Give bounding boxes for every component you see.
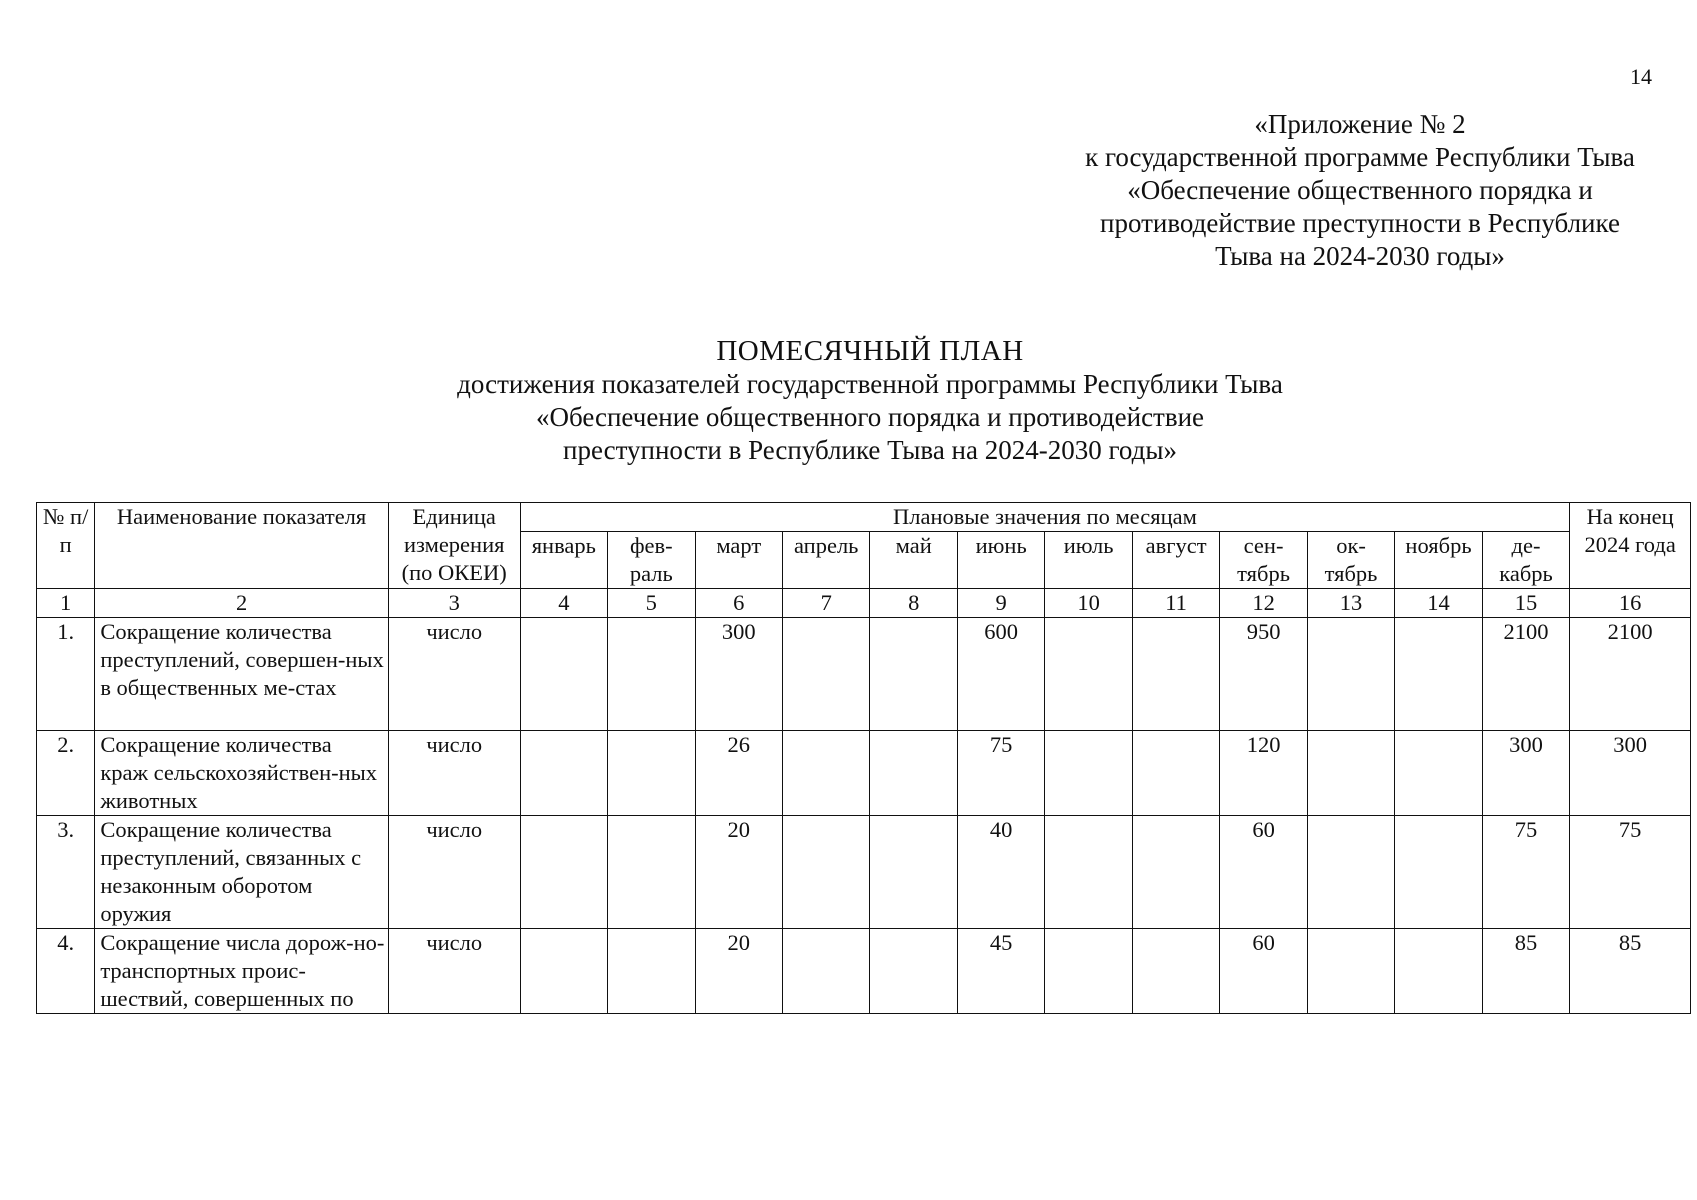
row-value [1132,731,1219,816]
row-value [870,618,957,731]
row-end: 2100 [1570,618,1691,731]
column-number: 12 [1220,589,1307,618]
column-number: 11 [1132,589,1219,618]
row-value [1395,816,1482,929]
row-value [1307,929,1394,1014]
page-number: 14 [1630,64,1652,89]
row-value: 75 [957,731,1044,816]
row-name: Сокращение числа дорож-но-транспортных проис-шествий, совершенных по [95,929,389,1014]
title-line: достижения показателей государственной программы Республики Тыва [457,369,1283,399]
row-end: 300 [1570,731,1691,816]
row-value [1307,618,1394,731]
header-month: июль [1045,532,1132,589]
row-unit: число [388,929,520,1014]
row-value [1132,618,1219,731]
header-month: фев-раль [608,532,695,589]
column-number: 9 [957,589,1044,618]
row-num: 1. [37,618,95,731]
header-month: де-кабрь [1482,532,1570,589]
table-row [37,816,1691,929]
row-value [782,929,869,1014]
row-value: 20 [695,929,782,1014]
row-num: 2. [37,731,95,816]
row-value: 300 [695,618,782,731]
row-name: Сокращение количества краж сельскохозяйствен-ных животных [95,731,389,816]
row-value: 75 [1482,816,1570,929]
appendix-note [1040,108,1680,273]
row-value [870,816,957,929]
column-numbers-row [37,589,1691,618]
row-value [608,816,695,929]
header-unit: Единица измерения (по ОКЕИ) [388,503,520,589]
row-value [1132,929,1219,1014]
column-number: 10 [1045,589,1132,618]
header-row [37,503,1691,532]
row-value: 20 [695,816,782,929]
row-value [1045,929,1132,1014]
row-value [1307,731,1394,816]
header-num: № п/п [37,503,95,589]
column-number: 15 [1482,589,1570,618]
table-row [37,618,1691,731]
header-end: На конец 2024 года [1570,503,1691,589]
row-value [608,618,695,731]
row-value [782,731,869,816]
row-value [608,731,695,816]
row-value [870,929,957,1014]
row-name: Сокращение количества преступлений, связанных с незаконным оборотом оружия [95,816,389,929]
row-value [1045,816,1132,929]
header-month: май [870,532,957,589]
row-value: 60 [1220,929,1307,1014]
header-month: август [1132,532,1219,589]
row-value: 60 [1220,816,1307,929]
monthly-plan-table [36,502,1691,1014]
row-value: 26 [695,731,782,816]
column-number: 5 [608,589,695,618]
row-value: 45 [957,929,1044,1014]
row-value [520,618,607,731]
title-line: преступности в Республике Тыва на 2024-2030 годы» [563,435,1177,465]
row-value [1132,816,1219,929]
column-number: 16 [1570,589,1691,618]
column-number: 4 [520,589,607,618]
row-value: 600 [957,618,1044,731]
appendix-line: Тыва на 2024-2030 годы» [1215,241,1505,271]
row-value: 300 [1482,731,1570,816]
header-month: июнь [957,532,1044,589]
row-value [1045,618,1132,731]
row-value: 40 [957,816,1044,929]
row-value [520,731,607,816]
row-value [520,816,607,929]
row-value [1045,731,1132,816]
header-planned: Плановые значения по месяцам [520,503,1570,532]
row-unit: число [388,618,520,731]
title-main: ПОМЕСЯЧНЫЙ ПЛАН [716,335,1024,367]
header-month: апрель [782,532,869,589]
row-value [782,816,869,929]
header-month: январь [520,532,607,589]
row-value [870,731,957,816]
row-end: 75 [1570,816,1691,929]
header-month: март [695,532,782,589]
appendix-line: к государственной программе Республики Тыва [1085,142,1635,172]
header-month: ноябрь [1395,532,1482,589]
row-value: 85 [1482,929,1570,1014]
column-number: 7 [782,589,869,618]
row-num: 4. [37,929,95,1014]
appendix-line: противодействие преступности в Республике [1100,208,1620,238]
table-row [37,929,1691,1014]
row-value [520,929,607,1014]
header-name: Наименование показателя [95,503,389,589]
table-body [37,503,1691,1014]
row-unit: число [388,816,520,929]
row-value [1395,929,1482,1014]
column-number: 14 [1395,589,1482,618]
header-month: сен-тябрь [1220,532,1307,589]
column-number: 2 [95,589,389,618]
column-number: 8 [870,589,957,618]
document-title [320,335,1420,467]
row-value [1395,731,1482,816]
row-unit: число [388,731,520,816]
header-month: ок-тябрь [1307,532,1394,589]
column-number: 13 [1307,589,1394,618]
row-value [608,929,695,1014]
column-number: 1 [37,589,95,618]
row-value [1395,618,1482,731]
row-value: 950 [1220,618,1307,731]
column-number: 6 [695,589,782,618]
row-value [782,618,869,731]
appendix-line: «Приложение № 2 [1254,109,1466,139]
appendix-line: «Обеспечение общественного порядка и [1127,175,1593,205]
table-row [37,731,1691,816]
row-name: Сокращение количества преступлений, совершен-ных в общественных ме-стах [95,618,389,731]
title-line: «Обеспечение общественного порядка и противодействие [535,402,1205,432]
row-end: 85 [1570,929,1691,1014]
row-value: 2100 [1482,618,1570,731]
row-value [1307,816,1394,929]
row-value: 120 [1220,731,1307,816]
row-num: 3. [37,816,95,929]
column-number: 3 [388,589,520,618]
